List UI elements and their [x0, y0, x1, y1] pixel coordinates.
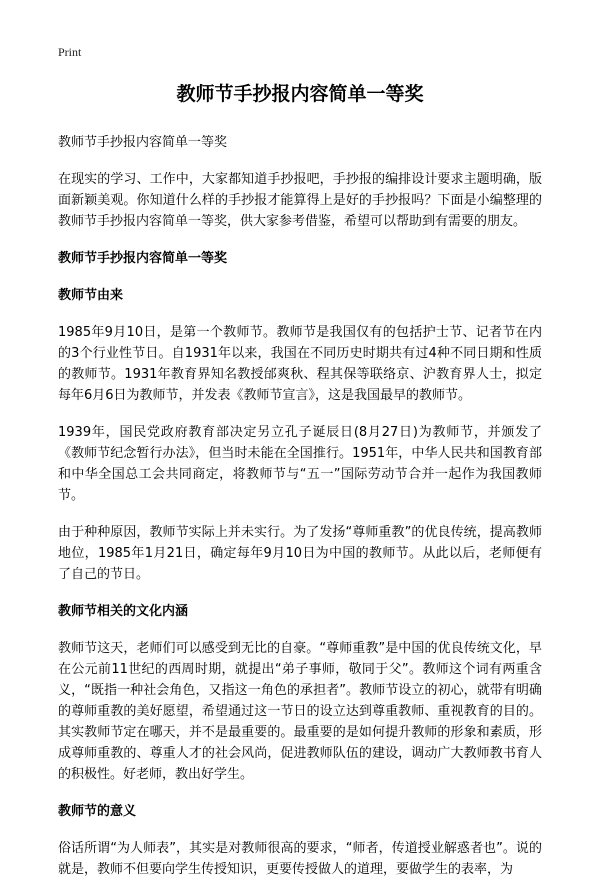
- meaning-paragraph: 俗话所谓“为人师表”，其实是对教师很高的要求，“师者，传道授业解惑者也”。说的就是，教师不但要向学生传授知识，更要传授做人的道理，要做学生的表率，为: [58, 841, 542, 877]
- section-heading-culture: 教师节相关的文化内涵: [58, 604, 189, 619]
- section-heading-origin: 教师节由来: [58, 288, 124, 303]
- section-heading-meaning: 教师节的意义: [58, 804, 137, 819]
- page-title: 教师节手抄报内容简单一等奖: [176, 83, 424, 105]
- print-link[interactable]: Print: [58, 45, 82, 59]
- culture-paragraph: 教师节这天，老师们可以感受到无比的自豪。“尊师重教”是中国的优良传统文化，早在公元前11世纪的西周时期，就提出“弟子事师，敬同于父”。教师这个词有两重含义，“既指一种社会角色，又指这一角色的承担者”。教师节设立的初心，就带有明确的尊师重教的美好愿望，希望通过这一节日的设立达到尊重教师、重视教育的目的。其实教师节定在哪天，并不是最重要的。最重要的是如何提升教师的形象和素质，形成尊师重教的、尊重人才的社会风尚，促进教师队伍的建设，调动广大教师教书育人的积极性。好老师，教出好学生。: [58, 641, 542, 782]
- intro-paragraph: 在现实的学习、工作中，大家都知道手抄报吧，手抄报的编排设计要求主题明确，版面新颖美观。你知道什么样的手抄报才能算得上是好的手抄报吗？下面是小编整理的教师节手抄报内容简单一等奖，供大家参考借鉴，希望可以帮助到有需要的朋友。: [58, 172, 542, 229]
- document-subtitle: 教师节手抄报内容简单一等奖: [58, 135, 228, 150]
- section-heading-main: 教师节手抄报内容简单一等奖: [58, 251, 228, 266]
- origin-paragraph-2: 1939年，国民党政府教育部决定另立孔子诞辰日(8月27日)为教师节，并颁发了《教师节纪念暂行办法》，但当时未能在全国推行。1951年，中华人民共和国教育部和中华全国总工会共同商定，将教师节与“五一”国际劳动节合并一起作为我国教师节。: [58, 425, 542, 503]
- origin-paragraph-3: 由于种种原因，教师节实际上并未实行。为了发扬“尊师重教”的优良传统，提高教师地位，1985年1月21日，确定每年9月10日为中国的教师节。从此以后，老师便有了自己的节日。: [58, 525, 542, 582]
- origin-paragraph-1: 1985年9月10日，是第一个教师节。教师节是我国仅有的包括护士节、记者节在内的3个行业性节日。自1931年以来，我国在不同历史时期共有过4种不同日期和性质的教师节。1931年教育界知名教授邰爽秋、程其保等联络京、沪教育界人士，拟定每年6月6日为教师节，并发表《教师节宣言》，这是我国最早的教师节。: [58, 325, 542, 403]
